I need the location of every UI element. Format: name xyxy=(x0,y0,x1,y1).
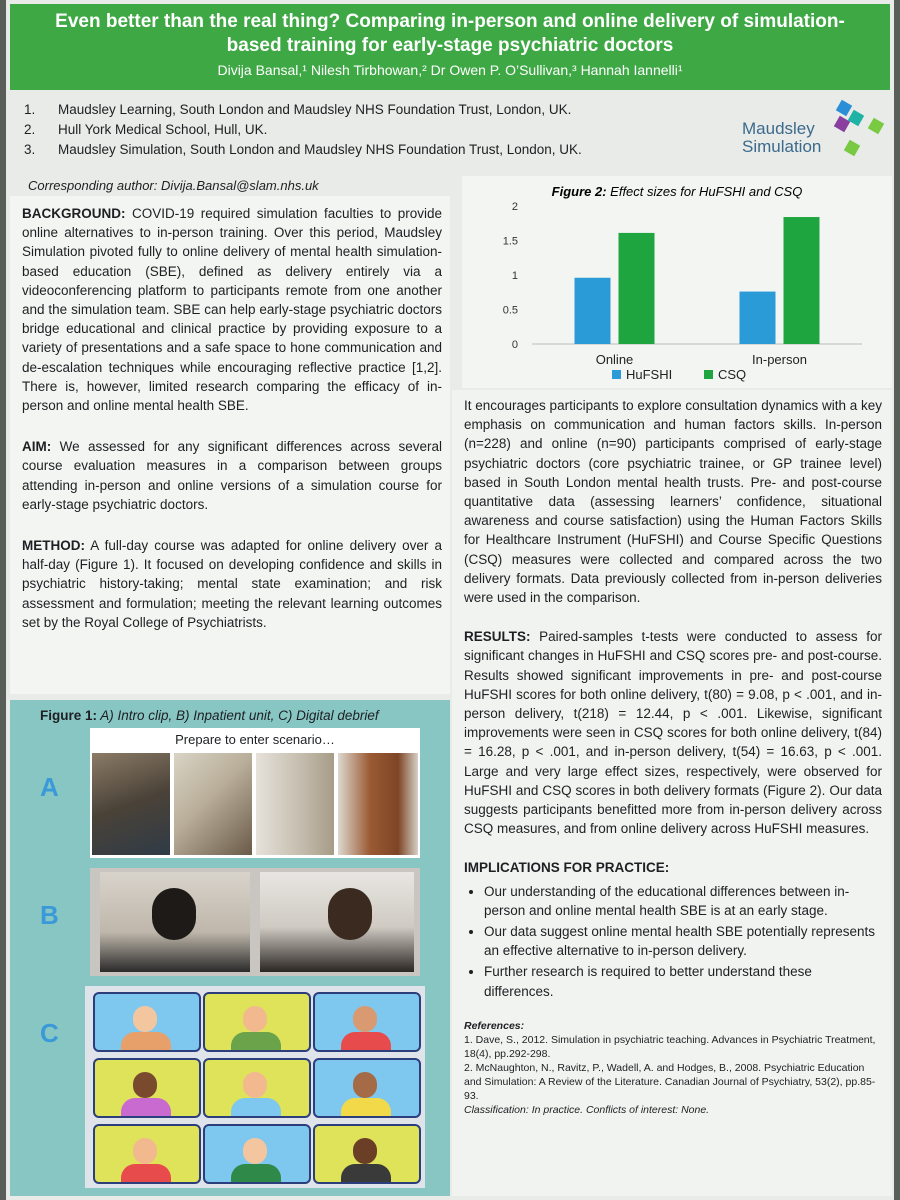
affiliations xyxy=(24,100,674,160)
stairwell-photo xyxy=(174,753,252,855)
legend-swatch-csq xyxy=(704,370,713,379)
references-heading: References: xyxy=(464,1019,525,1032)
title-banner xyxy=(10,4,890,90)
logo-cube-icon xyxy=(848,110,864,126)
poster xyxy=(6,0,894,1200)
debrief-tile xyxy=(313,1124,421,1184)
debrief-tile xyxy=(203,1058,311,1118)
list-item: • Further research is required to better understand these differences. xyxy=(484,962,880,1000)
debrief-tile xyxy=(313,992,421,1052)
corresponding-author: Corresponding author: Divija.Bansal@slam.nhs.uk xyxy=(28,178,319,193)
legend-swatch-hufshi xyxy=(612,370,621,379)
legend-label: CSQ xyxy=(718,367,747,382)
affiliation-item: 3. Maudsley Simulation, South London and Maudsley NHS Foundation Trust, London, UK. xyxy=(24,142,582,157)
y-tick-label: 0.5 xyxy=(502,304,518,317)
chart-title: Figure 2: Effect sizes for HuFSHI and CSQ xyxy=(551,184,803,199)
bar-hufshi-in-person xyxy=(740,292,776,344)
debrief-tile xyxy=(203,992,311,1052)
y-tick-label: 1.5 xyxy=(502,235,518,248)
debrief-tile xyxy=(93,1124,201,1184)
panel-label-a: A xyxy=(40,772,59,802)
list-item: • Our data suggest online mental health SBE potentially represents an effective alternative to in-person delivery. xyxy=(484,922,880,960)
figure-1-caption: Figure 1: A) Intro clip, B) Inpatient unit, C) Digital debrief xyxy=(40,708,379,723)
corridor-photo xyxy=(256,753,334,855)
poster-title: Even better than the real thing? Comparing in-person and online delivery of simulation-based training for early-stage psychiatric doctors xyxy=(55,11,845,56)
debrief-tile xyxy=(313,1058,421,1118)
y-tick-label: 2 xyxy=(511,201,518,213)
bar-csq-in-person xyxy=(784,217,820,344)
method-section: METHOD: A full-day course was adapted for online delivery over a half-day (Figure 1). It focused on developing confidence and skills in psychiatric history-taking; mental state examination; and risk assessment and formulation; meeting the relevant learning outcomes set by the Royal College of Psychiatrists. xyxy=(22,538,442,630)
bar-csq-online xyxy=(619,233,655,344)
implications-heading: IMPLICATIONS FOR PRACTICE: xyxy=(464,860,670,876)
references xyxy=(464,1019,880,1117)
bar-hufshi-online xyxy=(575,278,611,344)
x-tick-label: Online xyxy=(595,352,634,367)
debrief-tile xyxy=(93,992,201,1052)
maudsley-simulation-logo xyxy=(732,100,882,160)
panel-label-c: C xyxy=(40,1018,59,1048)
logo-text: Maudsley Simulation xyxy=(742,119,822,156)
panel-a-title: Prepare to enter scenario… xyxy=(175,732,335,747)
bar-chart xyxy=(462,176,892,388)
office-photo xyxy=(92,753,170,855)
y-tick-label: 0 xyxy=(511,339,518,351)
right-column xyxy=(452,390,892,1196)
results-section: RESULTS: Paired-samples t-tests were conducted to assess for significant changes in HuFSHI and CSQ scores pre- and post-course. Results showed significant improvements in pre- and post-course HuFSHI scores for both online delivery, t(80) = 9.08, p < .001, and in-person delivery, t(218) = 12.44, p < .001. Likewise, significant improvements were seen in CSQ scores for both online delivery, t(84) = 16.28, p < .001, and in-person delivery, t(54) = 16.63, p < .001. Large and very large effect sizes, respectively, were observed for HuFSHI and CSQ scores in both delivery formats (Figure 2). Our data suggests participants benefitted more from in-person delivery across CSQ measures, and from online delivery across HuFSHI measures. xyxy=(464,629,882,837)
reference-item: 2. McNaughton, N., Ravitz, P., Wadell, A. and Hodges, B., 2008. Psychiatric Education and Simulation: A Review of the Literature. Canadian Journal of Psychiatry, 53(2), pp.85-93. xyxy=(464,1061,876,1102)
aim-section: AIM: We assessed for any significant differences across several course evaluation measures in a comparison between groups attending in-person and online versions of a simulation course for early-stage psychiatric doctors. xyxy=(22,439,442,512)
debrief-tile xyxy=(93,1058,201,1118)
y-tick-label: 1 xyxy=(511,270,518,282)
logo-cube-icon xyxy=(868,118,884,134)
panel-c-digital-debrief xyxy=(85,986,425,1188)
legend-label: HuFSHI xyxy=(626,367,673,382)
affiliation-item: 1. Maudsley Learning, South London and Maudsley NHS Foundation Trust, London, UK. xyxy=(24,102,572,117)
logo-cube-icon xyxy=(836,100,852,116)
background-section: BACKGROUND: COVID-19 required simulation faculties to provide online alternatives to in-person training. Over this period, Maudsley Simulation pivoted fully to online delivery of mental health simulation-based education (SBE), defined as delivery entirely via a videoconferencing platform to participants remote from one another and the simulation team. SBE can help early-stage psychiatric doctors bridge educational and clinical practice by providing exposure to a variety of presentations and a safe space to hone communication and de-escalation techniques while encouraging reflective practice [1,2]. There is, however, limited research comparing the efficacy of in-person and online mental health SBE. xyxy=(22,206,442,414)
author-list: Divija Bansal,¹ Nilesh Tirbhowan,² Dr Owen P. O’Sullivan,³ Hannah Iannelli¹ xyxy=(217,62,683,78)
method-continued: It encourages participants to explore consultation dynamics with a key emphasis on communication and human factors skills. In-person (n=228) and online (n=90) participants comprised of early-stage psychiatric doctors (core psychiatric trainee, or GP trainee level) based in South London mental health trusts. Pre- and post-course quantitative data (assessing learners’ confidence, situational awareness and course satisfaction) using the Human Factors Skills for Healthcare Instrument (HuFSHI) and Course Specific Questions (CSQ) measures were collected and compared across the two delivery formats. Data previously collected from in-person deliveries were used in the comparison. xyxy=(464,398,882,606)
door-photo xyxy=(338,753,418,855)
x-tick-label: In-person xyxy=(752,352,807,367)
panel-b-inpatient-unit xyxy=(90,868,420,976)
panel-a-intro-clip xyxy=(90,728,420,858)
figure-1 xyxy=(10,700,450,1196)
logo-cube-icon xyxy=(844,140,860,156)
figure-2-chart xyxy=(462,176,892,388)
panel-label-b: B xyxy=(40,900,59,930)
list-item: • Our understanding of the educational differences between in-person and online mental health SBE is at an early stage. xyxy=(484,882,880,920)
left-column xyxy=(10,196,450,694)
debrief-tile xyxy=(203,1124,311,1184)
implications-list xyxy=(452,882,892,1001)
reference-item: 1. Dave, S., 2012. Simulation in psychiatric teaching. Advances in Psychiatric Treatment, 18(4), pp.292-298. xyxy=(464,1033,876,1060)
affiliation-item: 2. Hull York Medical School, Hull, UK. xyxy=(24,122,268,137)
avatar xyxy=(152,888,196,940)
classification: Classification: In practice. Conflicts of interest: None. xyxy=(464,1103,710,1116)
avatar xyxy=(328,888,372,940)
